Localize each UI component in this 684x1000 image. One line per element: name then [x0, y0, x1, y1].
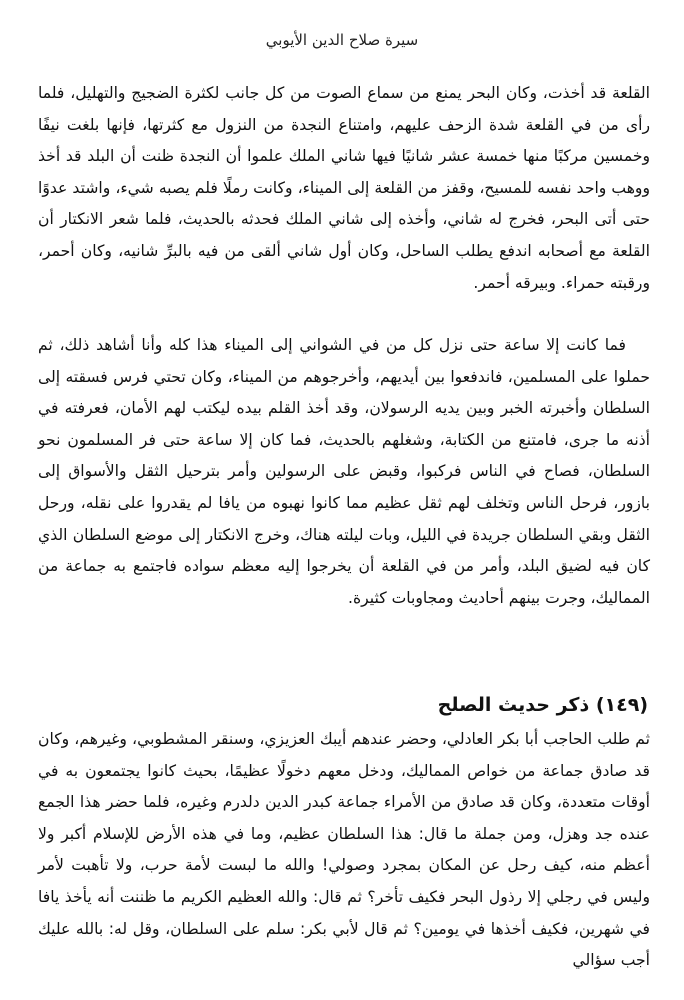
body-text-block: [38, 724, 650, 977]
body-text-block: [38, 330, 650, 614]
paragraph: ثم طلب الحاجب أبا بكر العادلي، وحضر عندهم أيبك العزيزي، وسنقر المشطوبي، وغيرهم، وكان قد صادق جماعة من خواص المماليك، ودخل معهم دخولًا عظيمًا، بحيث كانوا يجتمعون به في أوقات متعددة، وكان قد صادق من الأمراء جماعة كبدر الدين دلدرم وغيره، فلما حضر هذا الجمع عنده جد وهزل، ومن جملة ما قال: هذا السلطان عظيم، وما في هذه الأرض للإسلام أكبر ولا أعظم منه، كيف رحل عن المكان بمجرد وصولي! والله ما لبست لأمة حرب، ولا تأهبت لأمر وليس في رجلي إلا رذول البحر فكيف تأخر؟ ثم قال: والله العظيم الكريم ما ظننت أنه يأخذ يافا في شهرين، فكيف أخذها في يومين؟ ثم قال لأبي بكر: سلم على السلطان، وقل له: بالله عليك أجب سؤالي: [38, 730, 650, 970]
section-heading: (١٤٩) ذكر حديث الصلح: [437, 693, 648, 716]
running-header: سيرة صلاح الدين الأيوبي: [265, 31, 419, 49]
paragraph: القلعة قد أخذت، وكان البحر يمنع من سماع الصوت من كل جانب لكثرة الضجيج والتهليل، فلما رأى من في القلعة شدة الزحف عليهم، وامتناع النجدة من النزول مع كثرتها، فإنها بلغت نيفًا وخمسين مركبًا منها خمسة عشر شانيًا فيها شاني الملك علموا أن النجدة ظنت أن البلد قد أخذ ووهب واحد نفسه للمسيح، وقفز من القلعة إلى الميناء، وكانت رملًا فلم يصبه شيء، واشتد عدوًا حتى أتى البحر، فخرج له شاني، وأخذه إلى شاني الملك فحدثه بالحديث، فلما شعر الانكتار أن القلعة مع أصحابه اندفع يطلب الساحل، وكان أول شاني ألقى من فيه بالبرِّ شانيه، وكان أحمر، ورقبته حمراء. وبيرقه أحمر.: [38, 84, 650, 292]
paragraph: فما كانت إلا ساعة حتى نزل كل من في الشواني إلى الميناء هذا كله وأنا أشاهد ذلك، ثم حملوا على المسلمين، فاندفعوا بين أيديهم، وأخرجوهم من الميناء، وكان تحتي فرس فسقته إلى السلطان وأخبرته الخبر وبين يديه الرسولان، وقد أخذ القلم بيده ليكتب لهم الأمان، فعرفته في أذنه ما جرى، فامتنع من الكتابة، وشغلهم بالحديث، فما كان إلا ساعة حتى فر المسلمون نحو السلطان، فصاح في الناس فركبوا، وقبض على الرسولين وأمر بترحيل الثقل والأسواق إلى بازور، فرحل الناس وتخلف لهم ثقل عظيم مما كانوا نهبوه من يافا لم يقدروا على نقله، ورحل الثقل وبقي السلطان جريدة في الليل، وبات ليلته هناك، وخرج الانكتار إلى موضع السلطان الذي كان فيه لضيق البلد، وأمر من في القلعة أن يخرجوا إليه معظم سواده فاجتمع به جماعة من المماليك، وجرت بينهم أحاديث ومجاوبات كثيرة.: [38, 336, 650, 607]
body-text-block: [38, 78, 650, 299]
